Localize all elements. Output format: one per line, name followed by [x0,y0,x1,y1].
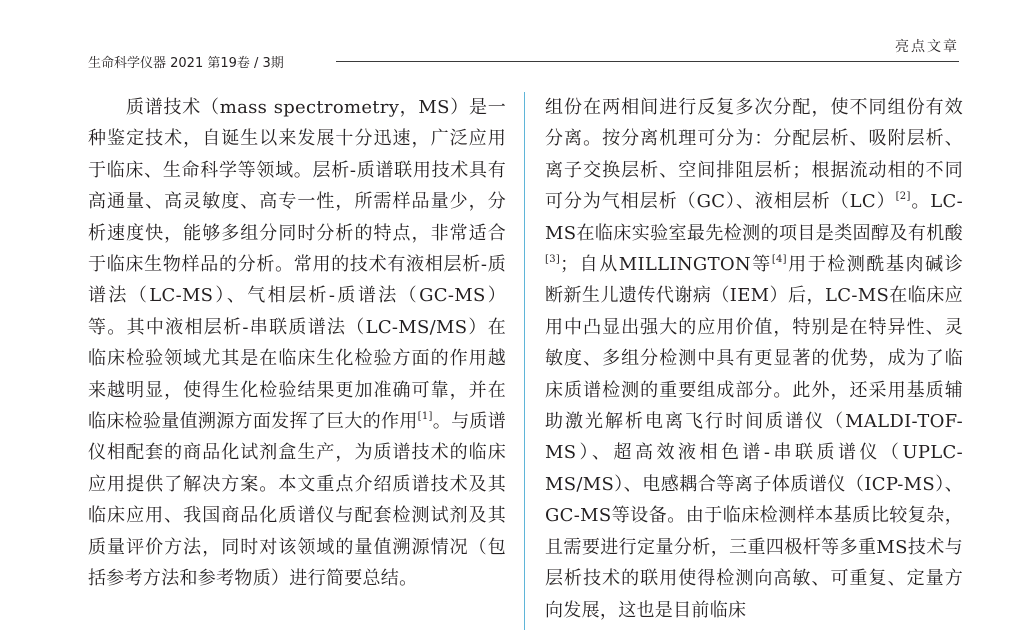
text-segment: ；自从MILLINGTON等 [560,254,772,276]
citation-ref[interactable]: [4] [771,254,787,266]
journal-reference: 生命科学仪器 2021 第19卷 / 3期 [88,56,284,71]
text-segment: 用于检测酰基肉碱诊断新生儿遗传代谢病（IEM）后，LC-MS在临床应用中凸显出强大的应用价值，特别是在特异性、灵敏度、多组分检测中具有更显著的优势，成为了临床质谱检测的重要组成部分。此外，还采用基质辅助激光解析电离飞行时间质谱仪（MALDI-TOF-MS）、超高效液相色谱-串联质谱仪（UPLC-MS/MS）、电感耦合等离子体质谱仪（ICP-MS）、GC-MS等设备。由于临床检测样本基质比较复杂，且需要进行定量分析，三重四极杆等多重MS技术与层析技术的联用使得检测向高敏、可重复、定量方向发展，这也是目前临床 [545,254,963,621]
section-tag: 亮点文章 [895,39,959,55]
right-column [545,92,963,626]
text-segment: 。与质谱仪相配套的商品化试剂盒生产，为质谱技术的临床应用提供了解决方案。本文重点介绍质谱技术及其临床应用、我国商品化质谱仪与配套检测试剂及其质量评价方法，同时对该领域的量值溯源情况（包括参考方法和参考物质）进行简要总结。 [88,411,506,590]
intro-paragraph [88,92,506,595]
citation-ref[interactable]: [2] [895,191,911,203]
citation-ref[interactable]: [1] [417,411,433,423]
left-column [88,92,506,595]
text-segment: 质谱技术（mass spectrometry，MS）是一种鉴定技术，自诞生以来发展十分迅速，广泛应用于临床、生命科学等领域。层析-质谱联用技术具有高通量、高灵敏度、高专一性，所需样品量少，分析速度快，能够多组分同时分析的特点，非常适合于临床生物样品的分析。常用的技术有液相层析-质谱法（LC-MS）、气相层析-质谱法（GC-MS）等。其中液相层析-串联质谱法（LC-MS/MS）在临床检验领域尤其是在临床生化检验方面的作用越来越明显，使得生化检验结果更加准确可靠，并在临床检验量值溯源方面发挥了巨大的作用 [88,97,506,433]
text-segment: 组份在两相间进行反复多次分配，使不同组份有效分离。按分离机理可分为：分配层析、吸附层析、离子交换层析、空间排阻层析；根据流动相的不同可分为气相层析（GC）、液相层析（LC） [545,97,963,213]
column-divider [524,92,525,630]
citation-ref[interactable]: [3] [545,254,561,266]
text-segment: 。LC-MS在临床实验室最先检测的项目是类固醇及有机酸 [545,191,963,244]
body-paragraph [545,92,963,626]
header-rule [336,61,959,62]
